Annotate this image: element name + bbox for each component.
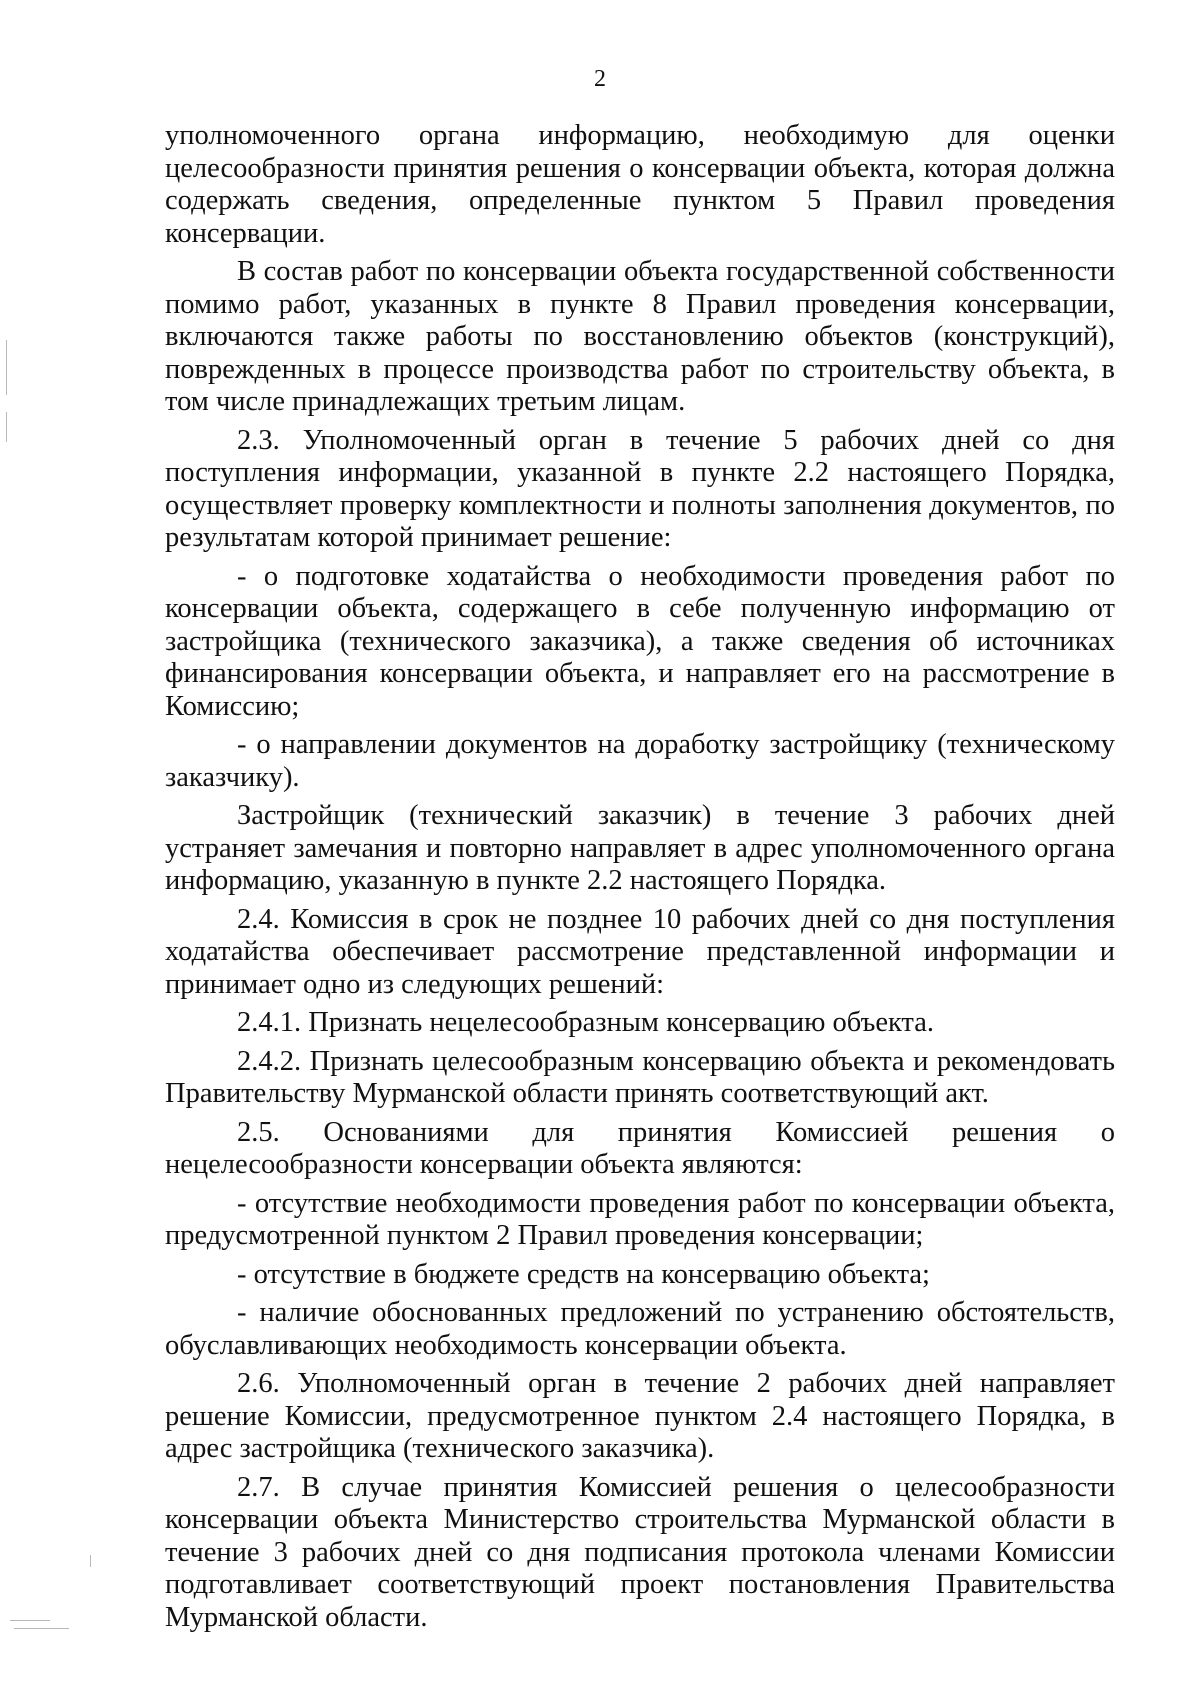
paragraph-2-3-option-petition: - о подготовке ходатайства о необходимости проведения работ по консервации объекта, содержащего в себе полученную информацию от застройщика (технического заказчика), а также сведения об источниках финансирования консервации объекта, и направляет его на рассмотрение в Комиссию; [165, 560, 1115, 722]
paragraph-scope-of-works: В состав работ по консервации объекта государственной собственности помимо работ, указанных в пункте 8 Правил проведения консервации, включаются также работы по восстановлению объектов (конструкций), поврежденных в процессе производства работ по строительству объекта, в том числе принадлежащих третьим лицам. [165, 256, 1115, 417]
paragraph-2-4-1: 2.4.1. Признать нецелесообразным консервацию объекта. [237, 1007, 935, 1038]
scan-artifact [6, 412, 7, 442]
paragraph-2-7: 2.7. В случае принятия Комиссией решения о целесообразности консервации объекта Министерство строительства Мурманской области в течение 3 рабочих дней со дня подписания протокола членами Комиссии подготавливает соответствующий проект постановления Правительства Мурманской области. [165, 1471, 1115, 1633]
paragraph-2-4-2: 2.4.2. Признать целесообразным консервацию объекта и рекомендовать Правительству Мурманской области принять соответствующий акт. [165, 1045, 1115, 1109]
paragraph-2-5-ground-no-need: - отсутствие необходимости проведения работ по консервации объекта, предусмотренной пунктом 2 Правил проведения консервации; [165, 1187, 1115, 1251]
document-body [165, 120, 1115, 1640]
paragraph-2-5: 2.5. Основаниями для принятия Комиссией решения о нецелесообразности консервации объекта являются: [165, 1116, 1115, 1180]
scan-artifact [6, 340, 7, 395]
paragraph-continuation: уполномоченного органа информацию, необходимую для оценки целесообразности принятия решения о консервации объекта, которая должна содержать сведения, определенные пунктом 5 Правил проведения консервации. [165, 120, 1115, 249]
paragraph-2-4: 2.4. Комиссия в срок не позднее 10 рабочих дней со дня поступления ходатайства обеспечивает рассмотрение представленной информации и принимает одно из следующих решений: [165, 903, 1115, 1000]
paragraph-2-6: 2.6. Уполномоченный орган в течение 2 рабочих дней направляет решение Комиссии, предусмотренное пунктом 2.4 настоящего Порядка, в адрес застройщика (технического заказчика). [165, 1368, 1115, 1464]
paragraph-developer-resubmit: Застройщик (технический заказчик) в течение 3 рабочих дней устраняет замечания и повторно направляет в адрес уполномоченного органа информацию, указанную в пункте 2.2 настоящего Порядка. [165, 800, 1115, 896]
paragraph-2-5-ground-no-funds: - отсутствие в бюджете средств на консервацию объекта; [237, 1258, 930, 1290]
scan-artifact [14, 1628, 69, 1629]
paragraph-2-3: 2.3. Уполномоченный орган в течение 5 рабочих дней со дня поступления информации, указанной в пункте 2.2 настоящего Порядка, осуществляет проверку комплектности и полноты заполнения документов, по результатам которой принимает решение: [165, 424, 1115, 553]
paragraph-2-5-ground-proposals: - наличие обоснованных предложений по устранению обстоятельств, обуславливающих необходимость консервации объекта. [165, 1297, 1115, 1361]
page-number: 2 [594, 66, 606, 92]
scan-artifact [90, 1555, 91, 1567]
paragraph-2-3-option-return: - о направлении документов на доработку застройщику (техническому заказчику). [165, 729, 1115, 793]
scan-artifact [10, 1620, 50, 1621]
